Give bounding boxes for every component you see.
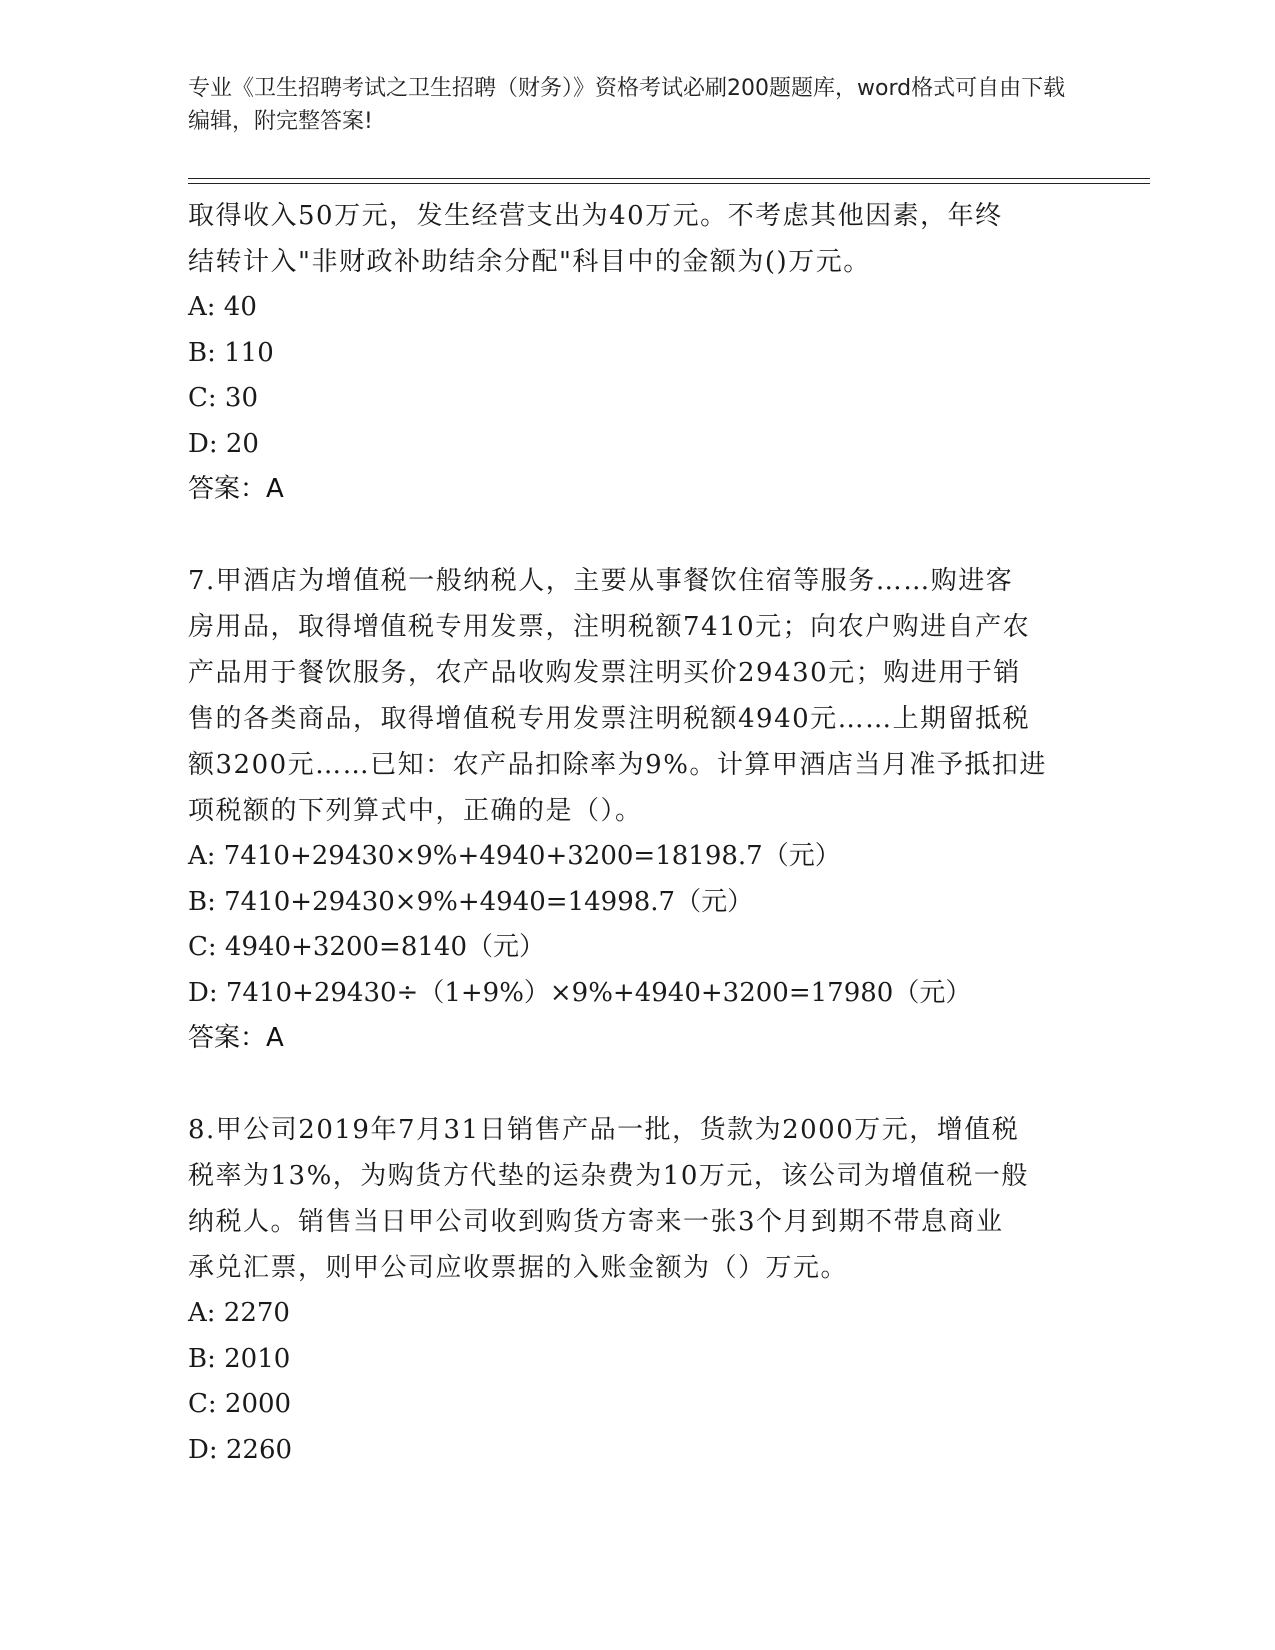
document-header xyxy=(188,72,1068,138)
question-stem-line: 售的各类商品，取得增值税专用发票注明税额4940元……上期留抵税 xyxy=(188,704,1031,734)
header-divider-top xyxy=(188,178,1150,179)
option-c: C: 30 xyxy=(188,383,259,413)
question-6 xyxy=(188,193,1088,512)
question-stem-line: 纳税人。销售当日甲公司收到购货方寄来一张3个月到期不带息商业 xyxy=(188,1207,1004,1237)
question-8 xyxy=(188,1107,1088,1473)
question-stem-line: 8.甲公司2019年7月31日销售产品一批，货款为2000万元，增值税 xyxy=(188,1115,1020,1145)
option-a: A: 40 xyxy=(188,292,257,322)
header-title: 专业《卫生招聘考试之卫生招聘（财务）》资格考试必刷200题题库，word格式可自由下载编辑，附完整答案! xyxy=(188,76,1066,134)
question-stem-line: 项税额的下列算式中，正确的是（）。 xyxy=(188,796,643,826)
question-stem-line: 产品用于餐饮服务，农产品收购发票注明买价29430元；购进用于销 xyxy=(188,658,1021,688)
question-stem-line: 房用品，取得增值税专用发票，注明税额7410元；向农户购进自产农 xyxy=(188,612,1031,642)
document-body xyxy=(188,193,1088,1473)
option-b: B: 2010 xyxy=(188,1343,291,1374)
question-stem-line: 额3200元……已知：农产品扣除率为9%。计算甲酒店当月准予抵扣进 xyxy=(188,750,1047,780)
option-d: D: 20 xyxy=(188,428,259,459)
answer-label: 答案：A xyxy=(188,1023,284,1053)
question-stem-line: 结转计入"非财政补助结余分配"科目中的金额为()万元。 xyxy=(188,247,871,277)
option-d: D: 7410+29430÷（1+9%）×9%+4940+3200=17980（元） xyxy=(188,977,972,1008)
option-a: A: 2270 xyxy=(188,1298,290,1328)
option-b: B: 110 xyxy=(188,337,274,368)
option-c: C: 2000 xyxy=(188,1389,292,1419)
option-b: B: 7410+29430×9%+4940=14998.7（元） xyxy=(188,886,754,917)
question-stem-line: 承兑汇票，则甲公司应收票据的入账金额为（）万元。 xyxy=(188,1253,849,1283)
header-divider-bottom xyxy=(188,183,1150,184)
option-c: C: 4940+3200=8140（元） xyxy=(188,932,545,962)
answer-label: 答案：A xyxy=(188,474,284,504)
question-stem-line: 税率为13%，为购货方代垫的运杂费为10万元，该公司为增值税一般 xyxy=(188,1161,1029,1191)
option-a: A: 7410+29430×9%+4940+3200=18198.7（元） xyxy=(188,841,841,871)
question-stem-line: 取得收入50万元，发生经营支出为40万元。不考虑其他因素，年终 xyxy=(188,201,1003,231)
option-d: D: 2260 xyxy=(188,1434,293,1465)
question-stem-line: 7.甲酒店为增值税一般纳税人，主要从事餐饮住宿等服务……购进客 xyxy=(188,566,1014,596)
question-7 xyxy=(188,558,1088,1061)
